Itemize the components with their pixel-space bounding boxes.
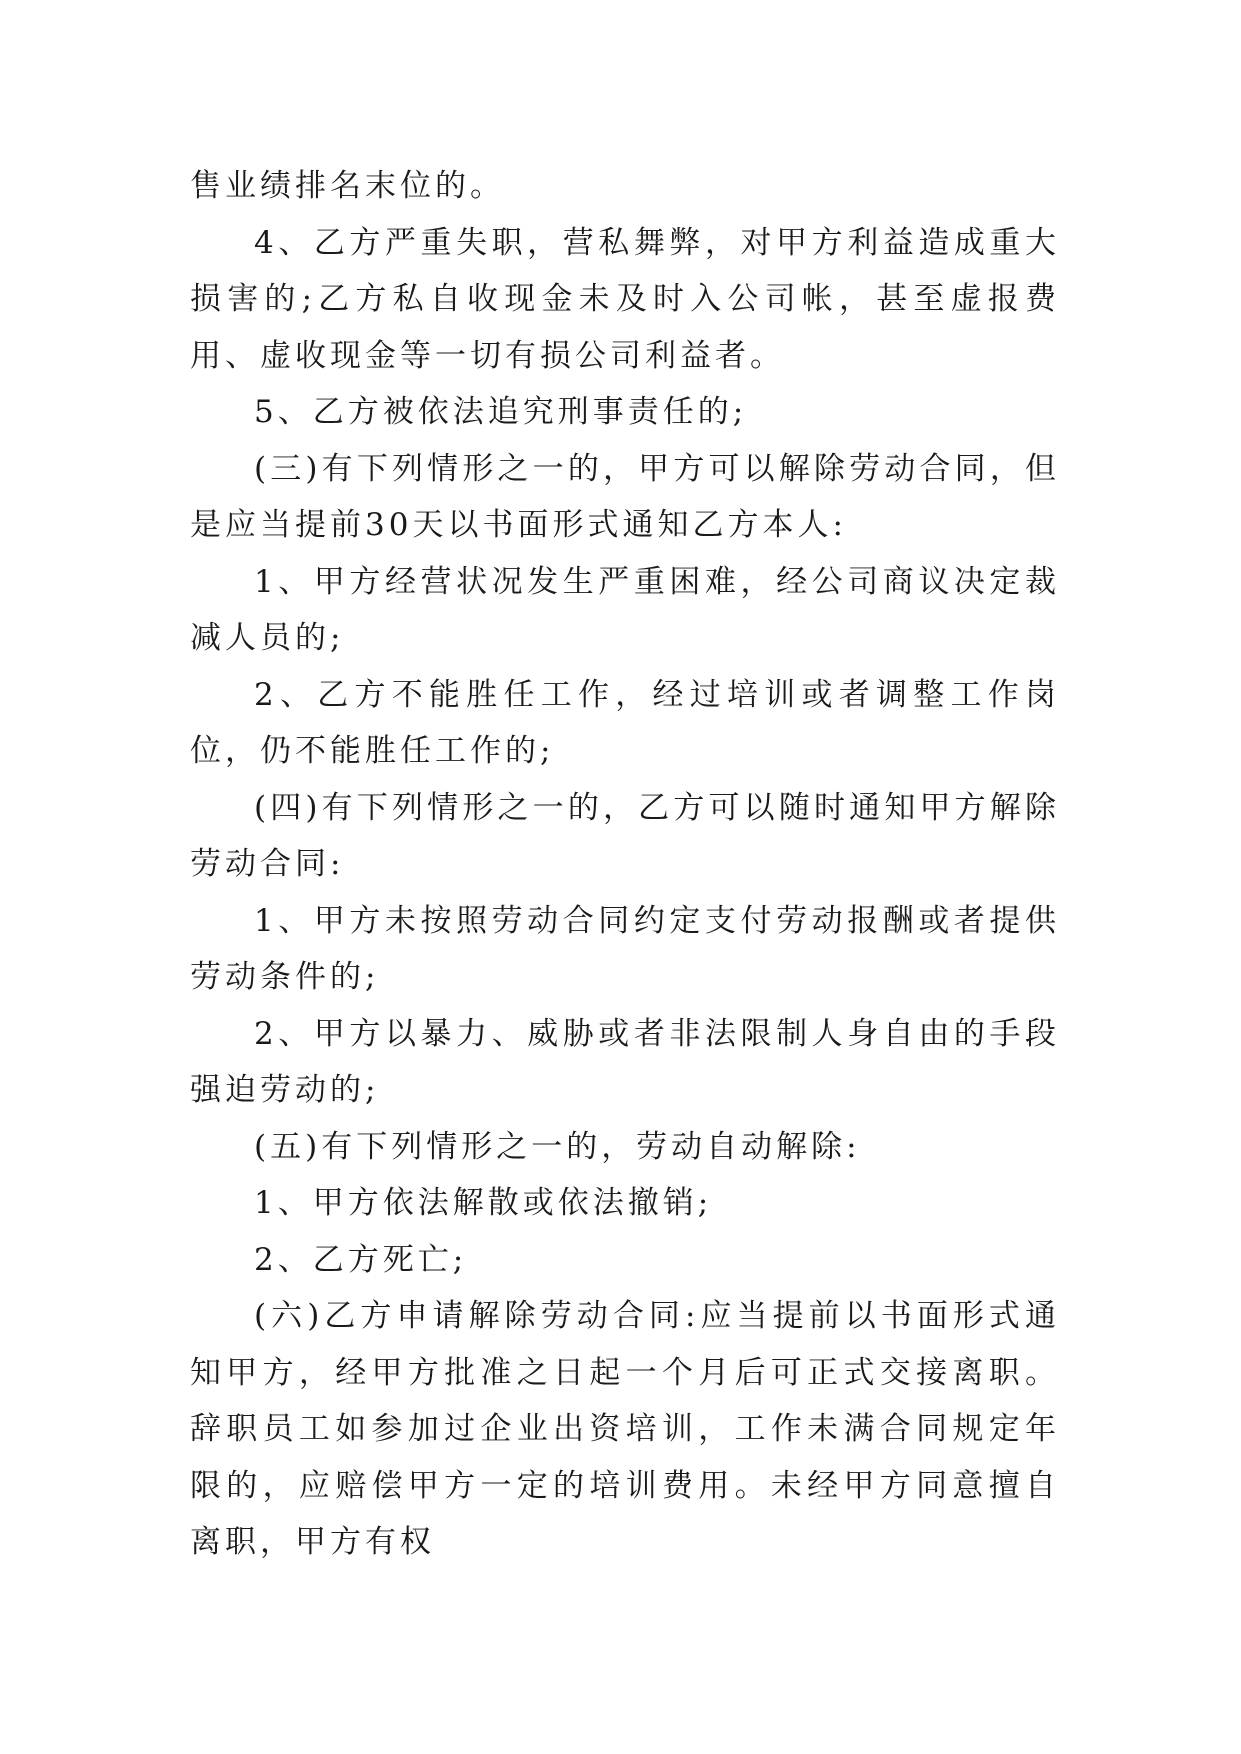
- paragraph: 2、甲方以暴力、威胁或者非法限制人身自由的手段强迫劳动的;: [190, 1015, 1060, 1108]
- paragraph: 1、甲方依法解散或依法撤销;: [254, 1185, 713, 1221]
- paragraph: (六)乙方申请解除劳动合同:应当提前以书面形式通知甲方，经甲方批准之日起一个月后可正式交接离职。辞职员工如参加过企业出资培训，工作未满合同规定年限的，应赔偿甲方一定的培训费用。未经甲方同意擅自离职，甲方有权: [190, 1298, 1060, 1560]
- paragraph: (五)有下列情形之一的，劳动自动解除:: [254, 1128, 861, 1165]
- paragraph: 2、乙方死亡;: [254, 1241, 468, 1278]
- paragraph: (三)有下列情形之一的，甲方可以解除劳动合同，但是应当提前30天以书面形式通知乙方本人:: [190, 450, 1060, 543]
- paragraph: 5、乙方被依法追究刑事责任的;: [254, 394, 748, 430]
- paragraph: 售业绩排名末位的。: [190, 168, 505, 204]
- document-page: [190, 158, 1060, 1571]
- paragraph: 4、乙方严重失职，营私舞弊，对甲方利益造成重大损害的;乙方私自收现金未及时入公司帐，甚至虚报费用、虚收现金等一切有损公司利益者。: [190, 224, 1060, 374]
- paragraph: 1、甲方未按照劳动合同约定支付劳动报酬或者提供劳动条件的;: [190, 902, 1060, 995]
- paragraph: 2、乙方不能胜任工作，经过培训或者调整工作岗位，仍不能胜任工作的;: [190, 676, 1060, 769]
- paragraph: 1、甲方经营状况发生严重困难，经公司商议决定裁减人员的;: [190, 563, 1060, 656]
- paragraph: (四)有下列情形之一的，乙方可以随时通知甲方解除劳动合同:: [190, 789, 1060, 882]
